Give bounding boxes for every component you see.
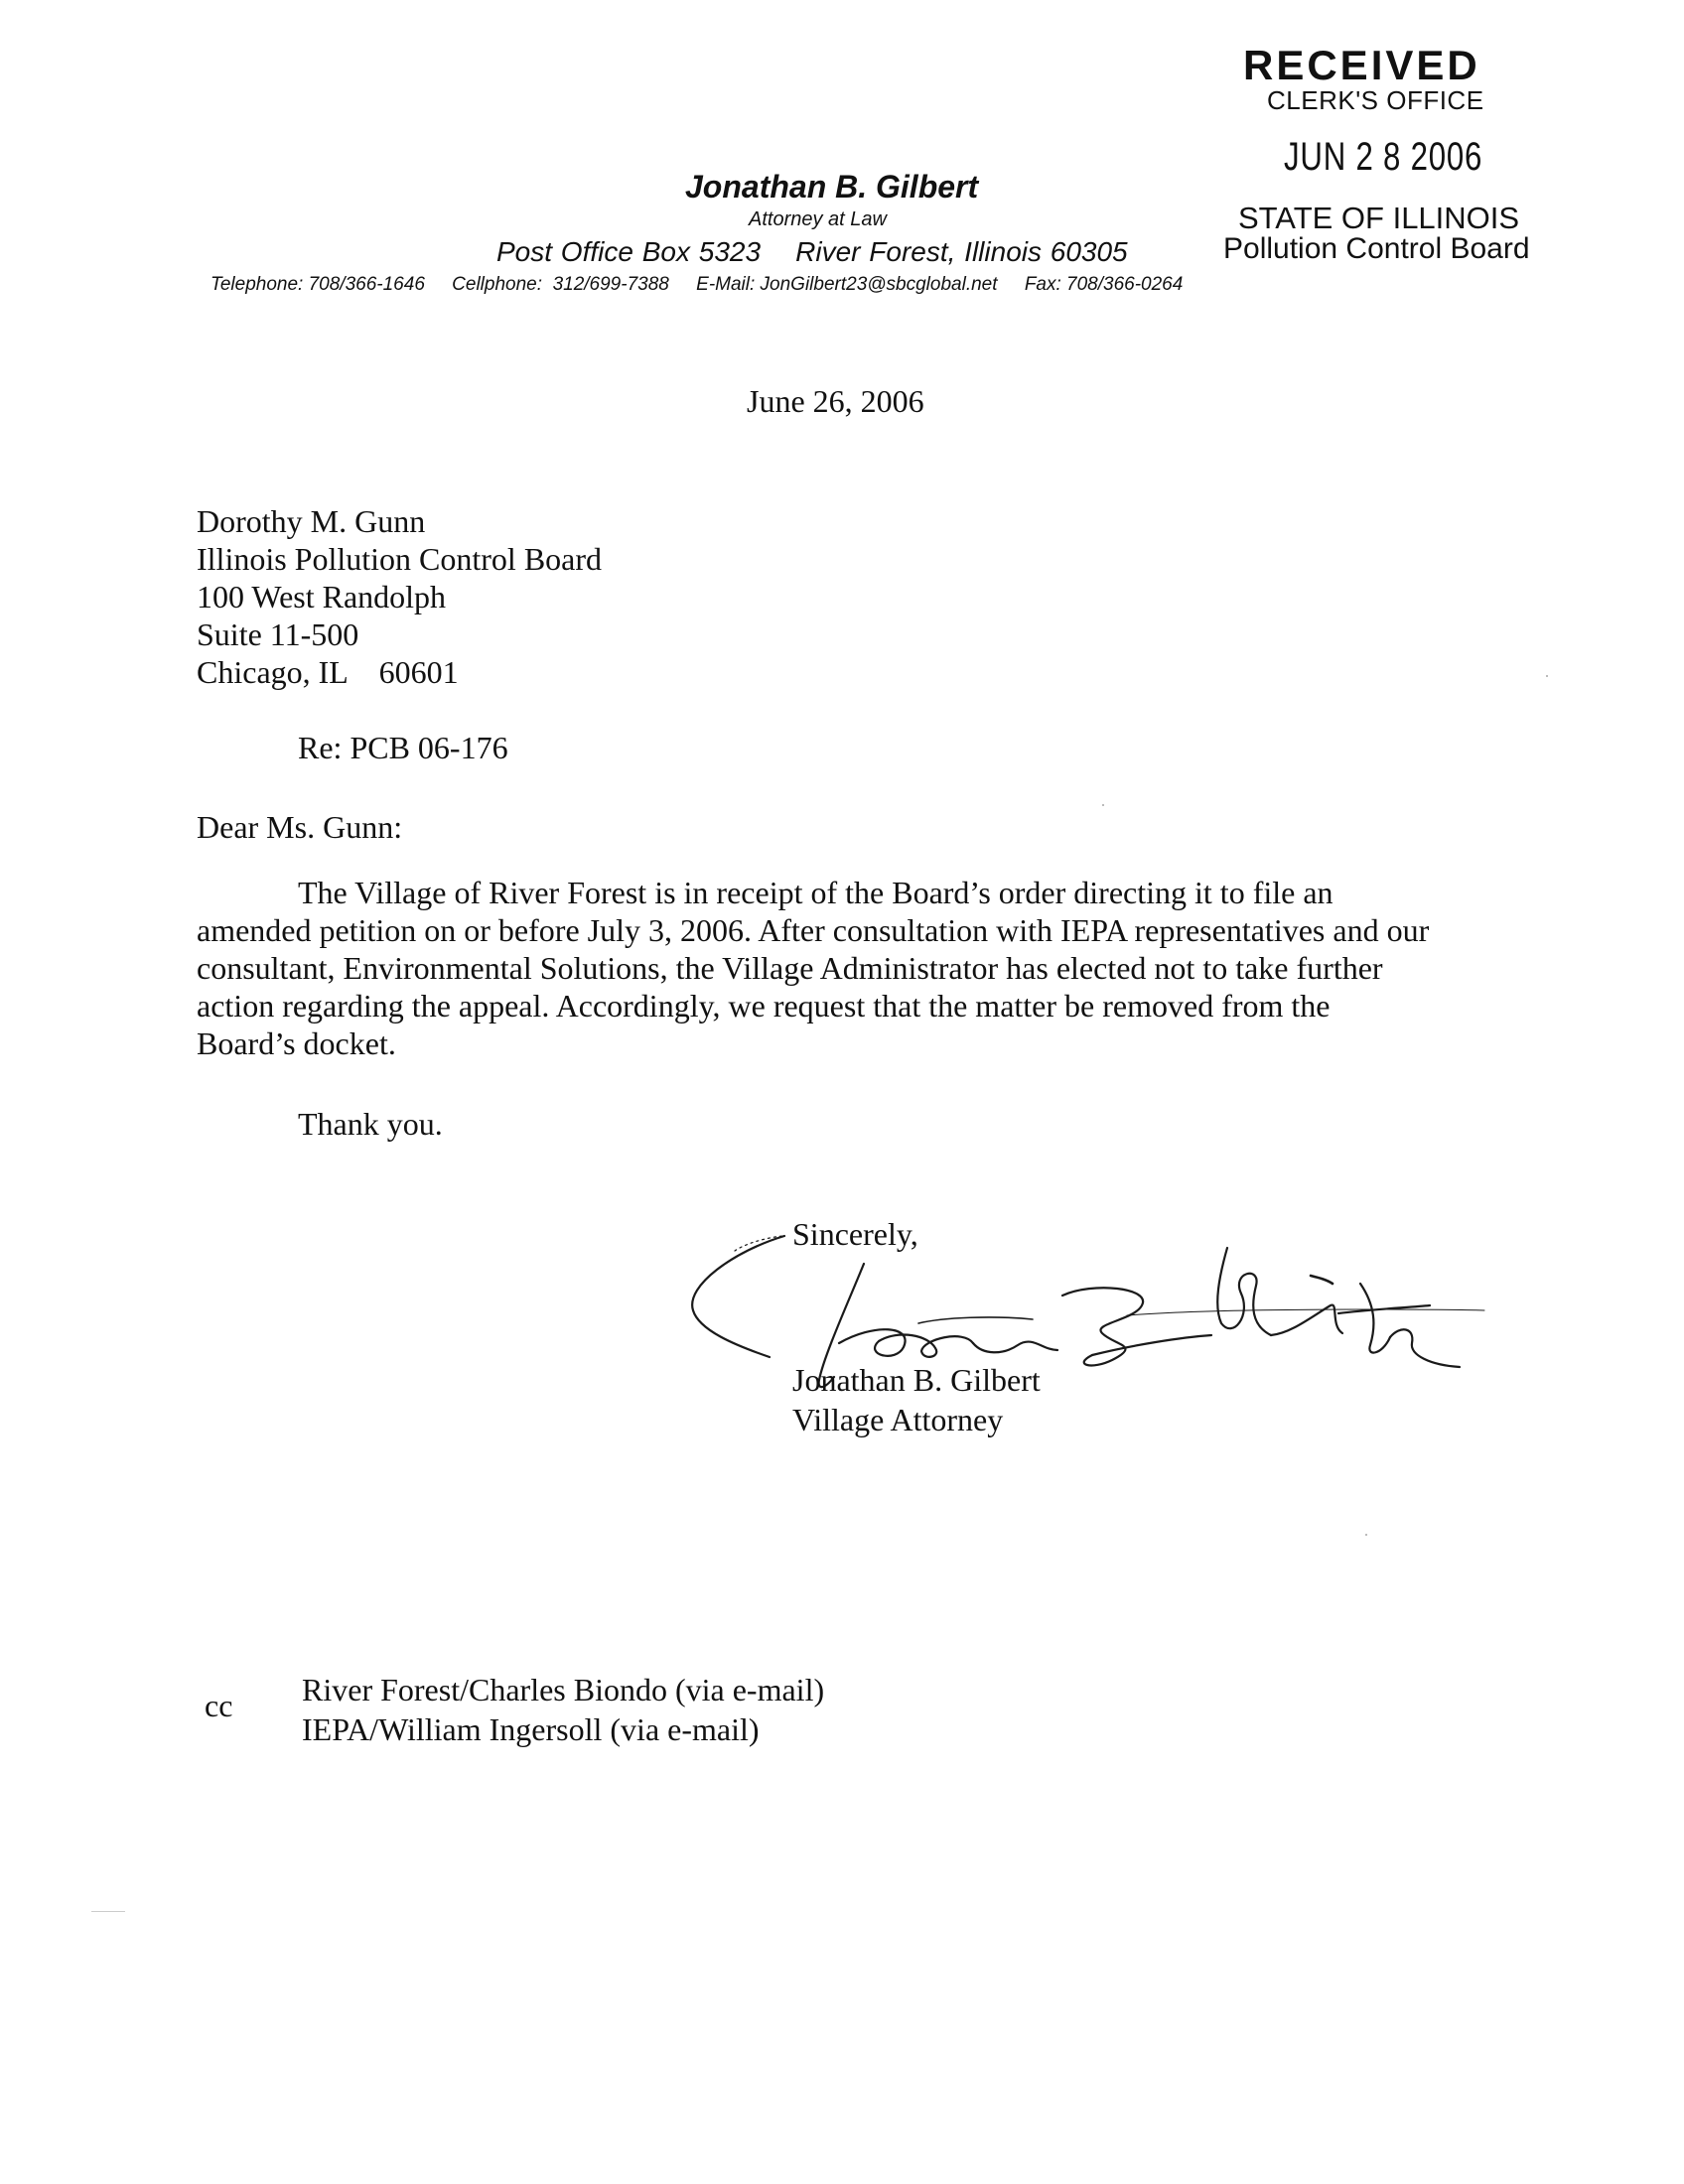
- cc-recipient: IEPA/William Ingersoll (via e-mail): [302, 1711, 760, 1747]
- body-line: Board’s docket.: [197, 1025, 396, 1061]
- recipient-line: Chicago, IL 60601: [197, 654, 459, 690]
- stamp-state: STATE OF ILLINOIS: [1238, 201, 1520, 235]
- letterhead-address: Post Office Box 5323 River Forest, Illinois 60305: [496, 236, 1128, 267]
- stamp-office: CLERK'S OFFICE: [1267, 85, 1484, 115]
- reference-line: Re: PCB 06-176: [298, 730, 508, 765]
- scan-speck: [1102, 804, 1104, 806]
- recipient-line: Dorothy M. Gunn: [197, 503, 426, 539]
- letterhead-contact: [210, 274, 1204, 296]
- body-paragraph: [197, 874, 1517, 1062]
- cc-recipient: River Forest/Charles Biondo (via e-mail): [302, 1672, 825, 1707]
- body-line: The Village of River Forest is in receipt of the Board’s order directing it to file an: [298, 875, 1333, 910]
- signer-title: Village Attorney: [792, 1402, 1004, 1437]
- body-line: action regarding the appeal. Accordingly, we request that the matter be removed from the: [197, 988, 1331, 1024]
- recipient-line: 100 West Randolph: [197, 579, 447, 614]
- salutation: Dear Ms. Gunn:: [197, 809, 403, 845]
- stamp-board: Pollution Control Board: [1223, 232, 1530, 265]
- letterhead-email: E-Mail: JonGilbert23@sbcglobal.net: [696, 274, 998, 295]
- stamp-received: RECEIVED: [1243, 42, 1480, 88]
- body-line: amended petition on or before July 3, 2006. After consultation with IEPA representatives and our: [197, 912, 1430, 948]
- scan-speck: [1365, 1534, 1367, 1536]
- letterhead-fax: Fax: 708/366-0264: [1024, 274, 1184, 295]
- letterhead-telephone: Telephone: 708/366-1646: [210, 274, 425, 295]
- recipient-line: Illinois Pollution Control Board: [197, 541, 603, 577]
- letterhead-title: Attorney at Law: [749, 208, 887, 230]
- scan-speck: [1546, 675, 1548, 677]
- closing: Sincerely,: [792, 1216, 918, 1252]
- letter-date: June 26, 2006: [747, 383, 924, 419]
- thanks-line: Thank you.: [298, 1106, 443, 1142]
- recipient-line: Suite 11-500: [197, 616, 359, 652]
- body-line: consultant, Environmental Solutions, the Village Administrator has elected not to take further: [197, 950, 1383, 986]
- letterhead-cellphone: Cellphone: 312/699-7388: [452, 274, 669, 295]
- letterhead-name: Jonathan B. Gilbert: [685, 169, 979, 205]
- signer-name: Jonathan B. Gilbert: [792, 1362, 1041, 1398]
- stamp-date: JUN 2 8 2006: [1284, 135, 1483, 179]
- cc-label: cc: [205, 1688, 233, 1723]
- scan-speck: [91, 1911, 125, 1912]
